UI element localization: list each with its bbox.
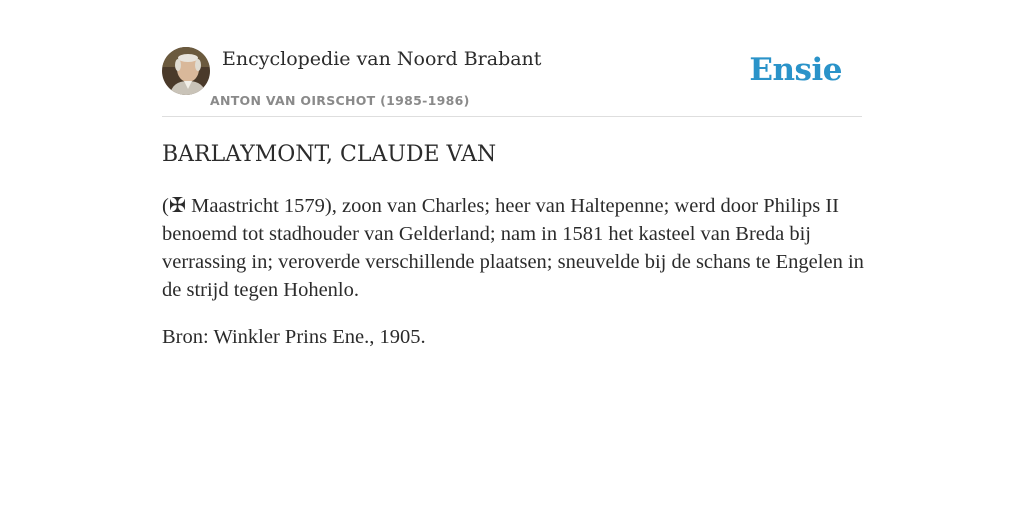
- ensie-logo[interactable]: Ensie: [749, 52, 842, 88]
- article-title: BARLAYMONT, CLAUDE VAN: [162, 142, 497, 167]
- source-header: [162, 46, 862, 117]
- author-name[interactable]: ANTON VAN OIRSCHOT (1985-1986): [210, 93, 470, 108]
- author-avatar[interactable]: [162, 47, 210, 95]
- source-title[interactable]: Encyclopedie van Noord Brabant: [222, 48, 542, 70]
- article-body: (✠ Maastricht 1579), zoon van Charles; heer van Haltepenne; werd door Philips II benoemd tot stadhouder van Gelderland; nam in 1581 het kasteel van Breda bij verrassing in; veroverde verschillende plaatsen; sneuvelde bij de schans te Engelen in de strijd tegen Hohenlo.: [162, 195, 864, 301]
- author-portrait-icon: [162, 47, 210, 95]
- article-source: Bron: Winkler Prins Ene., 1905.: [162, 326, 426, 348]
